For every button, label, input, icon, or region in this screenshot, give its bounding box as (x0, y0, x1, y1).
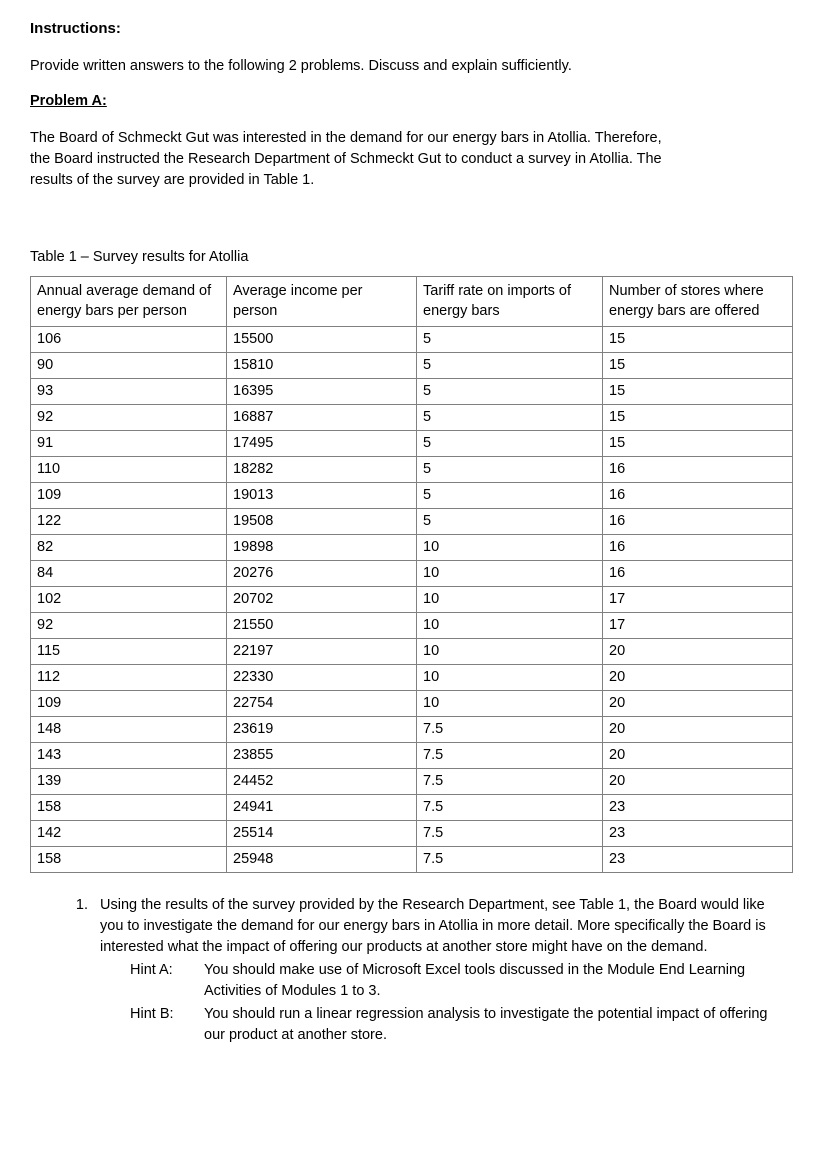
cell-stores: 20 (603, 769, 793, 795)
cell-stores: 15 (603, 327, 793, 353)
hint-line: Learning Activities of Modules 1 to 3. (204, 962, 746, 1000)
cell-demand: 93 (31, 379, 227, 405)
table-row (31, 691, 793, 717)
cell-demand: 158 (31, 795, 227, 821)
cell-income: 16395 (227, 379, 417, 405)
cell-tariff: 7.5 (417, 743, 603, 769)
cell-tariff: 10 (417, 639, 603, 665)
cell-demand: 91 (31, 431, 227, 457)
cell-demand: 142 (31, 821, 227, 847)
instructions-heading: Instructions: (30, 20, 121, 37)
table-row (31, 821, 793, 847)
cell-tariff: 10 (417, 665, 603, 691)
cell-tariff: 10 (417, 691, 603, 717)
cell-income: 19898 (227, 535, 417, 561)
cell-demand: 122 (31, 509, 227, 535)
cell-demand: 109 (31, 691, 227, 717)
cell-tariff: 10 (417, 561, 603, 587)
cell-demand: 92 (31, 405, 227, 431)
cell-tariff: 5 (417, 483, 603, 509)
table-row (31, 431, 793, 457)
hint-b (100, 1004, 792, 1046)
cell-income: 22330 (227, 665, 417, 691)
questions-list (30, 895, 792, 1046)
hint-a-label: Hint A: (130, 962, 173, 979)
cell-tariff: 7.5 (417, 717, 603, 743)
cell-tariff: 5 (417, 405, 603, 431)
cell-stores: 17 (603, 613, 793, 639)
cell-demand: 158 (31, 847, 227, 873)
cell-stores: 16 (603, 561, 793, 587)
hint-line: You should run a linear regression analysis to investigate the potential impact (204, 1006, 700, 1023)
cell-stores: 15 (603, 353, 793, 379)
table-row (31, 743, 793, 769)
question-line: specifically the Board is interested what the impact of offering our products at another store (100, 918, 766, 956)
cell-stores: 23 (603, 795, 793, 821)
table-row (31, 587, 793, 613)
cell-income: 21550 (227, 613, 417, 639)
table-row (31, 327, 793, 353)
cell-stores: 16 (603, 509, 793, 535)
cell-income: 15500 (227, 327, 417, 353)
column-header-tariff: Tariff rate on imports of energy bars (417, 276, 603, 326)
table-row (31, 561, 793, 587)
cell-tariff: 5 (417, 353, 603, 379)
cell-stores: 16 (603, 457, 793, 483)
table-row (31, 457, 793, 483)
cell-demand: 110 (31, 457, 227, 483)
cell-demand: 139 (31, 769, 227, 795)
cell-demand: 148 (31, 717, 227, 743)
cell-tariff: 5 (417, 379, 603, 405)
vertical-spacer (30, 203, 792, 247)
hint-a (100, 960, 792, 1002)
cell-income: 23619 (227, 717, 417, 743)
cell-income: 22197 (227, 639, 417, 665)
cell-demand: 90 (31, 353, 227, 379)
cell-stores: 15 (603, 405, 793, 431)
survey-table-body (31, 327, 793, 873)
table-row (31, 717, 793, 743)
cell-stores: 20 (603, 665, 793, 691)
cell-income: 18282 (227, 457, 417, 483)
hint-b-text (204, 1004, 792, 1046)
table-row (31, 535, 793, 561)
cell-demand: 102 (31, 587, 227, 613)
table-row (31, 665, 793, 691)
cell-income: 15810 (227, 353, 417, 379)
cell-income: 22754 (227, 691, 417, 717)
table-row (31, 613, 793, 639)
cell-stores: 15 (603, 431, 793, 457)
cell-stores: 16 (603, 535, 793, 561)
cell-demand: 143 (31, 743, 227, 769)
table-row (31, 379, 793, 405)
question-line: would like you to investigate the demand for our energy bars in Atollia in more detail. More (100, 897, 765, 935)
table-row (31, 405, 793, 431)
instructions-text: Provide written answers to the following 2 problems. Discuss and explain sufficiently. (30, 57, 572, 74)
list-item (92, 895, 792, 1046)
cell-stores: 16 (603, 483, 793, 509)
cell-stores: 20 (603, 743, 793, 769)
column-header-stores: Number of stores where energy bars are offered (603, 276, 793, 326)
cell-demand: 115 (31, 639, 227, 665)
cell-tariff: 7.5 (417, 769, 603, 795)
cell-demand: 92 (31, 613, 227, 639)
question-line: Using the results of the survey provided by the Research Department, see Table 1, the Board (100, 897, 697, 914)
cell-tariff: 5 (417, 327, 603, 353)
cell-stores: 20 (603, 639, 793, 665)
table-row (31, 353, 793, 379)
cell-tariff: 10 (417, 587, 603, 613)
problem-a-intro-line: results of the survey are provided in Table 1. (30, 171, 315, 188)
cell-tariff: 10 (417, 535, 603, 561)
cell-stores: 17 (603, 587, 793, 613)
table-row (31, 639, 793, 665)
cell-demand: 109 (31, 483, 227, 509)
problem-a-intro-line: the Board instructed the Research Department of Schmeckt Gut to conduct a survey in Atollia. The (30, 150, 662, 167)
cell-income: 24452 (227, 769, 417, 795)
hint-a-text (204, 960, 792, 1002)
hint-line: You should make use of Microsoft Excel tools discussed in the Module End (204, 962, 685, 979)
cell-income: 25514 (227, 821, 417, 847)
table-row (31, 483, 793, 509)
cell-tariff: 5 (417, 457, 603, 483)
survey-table (30, 276, 793, 873)
cell-demand: 82 (31, 535, 227, 561)
cell-income: 24941 (227, 795, 417, 821)
cell-stores: 20 (603, 691, 793, 717)
cell-income: 17495 (227, 431, 417, 457)
cell-stores: 15 (603, 379, 793, 405)
cell-tariff: 7.5 (417, 795, 603, 821)
cell-stores: 20 (603, 717, 793, 743)
column-header-demand: Annual average demand of energy bars per person (31, 276, 227, 326)
cell-demand: 106 (31, 327, 227, 353)
table-row (31, 847, 793, 873)
cell-income: 23855 (227, 743, 417, 769)
cell-income: 20276 (227, 561, 417, 587)
question-line: might have on the demand. (531, 939, 708, 956)
cell-tariff: 7.5 (417, 847, 603, 873)
column-header-income: Average income per person (227, 276, 417, 326)
table-header-row (31, 276, 793, 326)
table-row (31, 795, 793, 821)
cell-demand: 84 (31, 561, 227, 587)
cell-income: 25948 (227, 847, 417, 873)
cell-stores: 23 (603, 821, 793, 847)
problem-a-heading: Problem A: (30, 92, 107, 109)
problem-a-intro (30, 128, 792, 191)
table-caption: Table 1 – Survey results for Atollia (30, 248, 249, 265)
hint-line: of offering our product at another store. (204, 1006, 768, 1044)
cell-tariff: 7.5 (417, 821, 603, 847)
problem-a-intro-line: The Board of Schmeckt Gut was interested in the demand for our energy bars in Atollia. Therefore, (30, 129, 662, 146)
cell-income: 16887 (227, 405, 417, 431)
cell-stores: 23 (603, 847, 793, 873)
cell-income: 19508 (227, 509, 417, 535)
cell-income: 19013 (227, 483, 417, 509)
table-row (31, 509, 793, 535)
table-row (31, 769, 793, 795)
cell-income: 20702 (227, 587, 417, 613)
cell-tariff: 5 (417, 431, 603, 457)
cell-tariff: 5 (417, 509, 603, 535)
cell-demand: 112 (31, 665, 227, 691)
cell-tariff: 10 (417, 613, 603, 639)
hint-b-label: Hint B: (130, 1006, 174, 1023)
